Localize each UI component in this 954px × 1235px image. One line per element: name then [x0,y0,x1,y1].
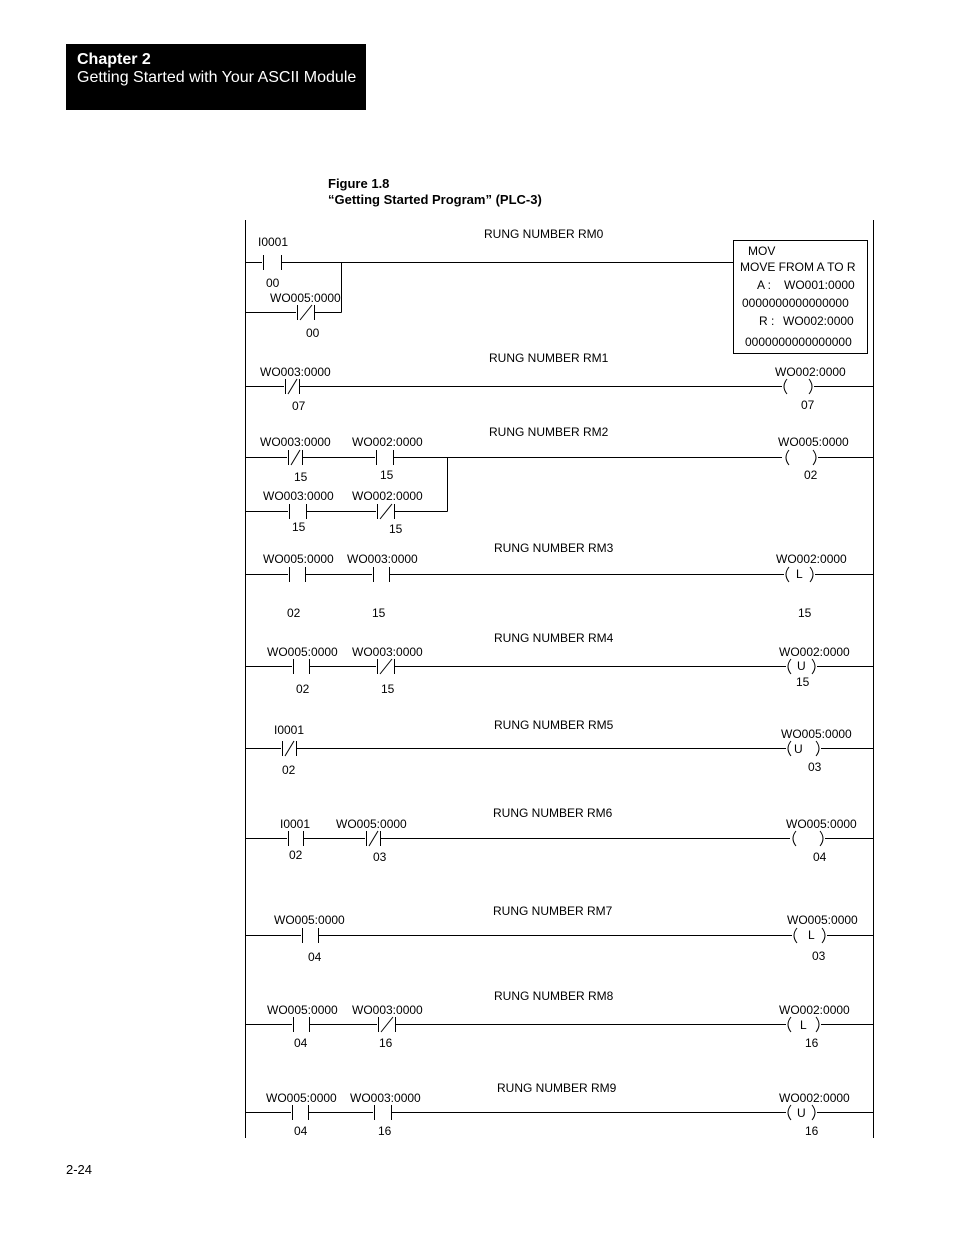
rung-rm9 [245,1081,873,1138]
coil-address: WO002:0000 [779,1091,850,1105]
coil-address: WO002:0000 [779,645,850,659]
no-contact [293,1105,309,1120]
rung-rm5 [245,718,873,777]
chapter-label: Chapter 2 [77,51,151,68]
rung-label: RUNG NUMBER RM4 [494,631,614,645]
nc-contact [378,504,395,519]
coil-bit: 16 [805,1036,819,1050]
no-contact [303,928,319,943]
contact-address: WO005:0000 [274,913,345,927]
no-contact [377,450,394,465]
coil-bit: 15 [796,675,810,689]
no-contact [375,1105,392,1120]
nc-contact [286,379,300,394]
no-contact [294,1017,310,1032]
contact-bit: 00 [266,276,280,290]
output-coil [784,379,812,394]
no-contact [374,567,390,582]
contact-address: WO002:0000 [352,435,423,449]
coil-bit: 03 [812,949,826,963]
contact-address: I0001 [280,817,311,831]
nc-contact [283,741,297,756]
output-coil [786,450,816,465]
figure-title: “Getting Started Program” (PLC-3) [328,192,542,207]
contact-address: WO005:0000 [336,817,407,831]
nc-contact [298,305,315,320]
coil-symbol: L [796,567,803,581]
rung-label: RUNG NUMBER RM2 [489,425,609,439]
contact-address: WO005:0000 [266,1091,337,1105]
contact-bit: 16 [378,1124,392,1138]
contact-address: I0001 [274,723,305,737]
coil-address: WO002:0000 [779,1003,850,1017]
rung-label: RUNG NUMBER RM0 [484,227,604,241]
nc-contact [379,1017,396,1032]
mov-r-value: 0000000000000000 [745,335,852,349]
contact-bit: 02 [289,848,303,862]
mov-r-address: WO002:0000 [783,314,854,328]
contact-address: WO003:0000 [350,1091,421,1105]
rung-label: RUNG NUMBER RM5 [494,718,614,732]
rung-rm0 [245,227,868,354]
rung-rm6 [245,806,873,864]
rung-rm3 [245,541,873,620]
contact-bit: 04 [294,1124,308,1138]
rung-rm7 [245,904,873,964]
rung-label: RUNG NUMBER RM8 [494,989,614,1003]
rung-rm2 [245,425,873,536]
output-coil [793,831,823,846]
contact-bit: 15 [381,682,395,696]
coil-address: WO005:0000 [781,727,852,741]
coil-symbol: L [808,928,815,942]
coil-address: WO002:0000 [776,552,847,566]
mov-a-value: 0000000000000000 [742,296,849,310]
contact-bit: 02 [296,682,310,696]
rung-rm8 [245,989,873,1050]
no-contact [289,831,304,846]
coil-symbol: U [797,659,806,673]
coil-bit: 15 [798,606,812,620]
rung-rm1 [245,351,873,413]
no-contact [290,504,307,519]
contact-bit: 07 [292,399,306,413]
contact-address: WO003:0000 [260,435,331,449]
rung-rm4 [245,631,873,696]
coil-symbol: U [797,1106,806,1120]
chapter-title: Getting Started with Your ASCII Module [77,69,357,86]
mov-description: MOVE FROM A TO R [740,260,856,274]
page-number: 2-24 [66,1162,93,1177]
contact-address: WO003:0000 [263,489,334,503]
rung-label: RUNG NUMBER RM7 [493,904,613,918]
nc-contact [367,831,381,846]
contact-bit: 15 [389,522,403,536]
coil-address: WO005:0000 [787,913,858,927]
rung-label: RUNG NUMBER RM9 [497,1081,617,1095]
contact-bit: 02 [287,606,301,620]
contact-bit: 15 [292,520,306,534]
contact-address: WO003:0000 [260,365,331,379]
no-contact [294,659,310,674]
contact-bit: 03 [373,850,387,864]
contact-address: I0001 [258,235,289,249]
unlatch-coil [788,741,819,756]
coil-bit: 07 [801,398,815,412]
mov-a-address: WO001:0000 [784,278,855,292]
nc-contact [289,450,303,465]
contact-bit: 04 [308,950,322,964]
rung-label: RUNG NUMBER RM1 [489,351,609,365]
coil-bit: 02 [804,468,818,482]
mov-r-label: R : [759,314,775,328]
contact-bit: 15 [294,470,308,484]
coil-bit: 04 [813,850,827,864]
rung-label: RUNG NUMBER RM6 [493,806,613,820]
contact-address: WO003:0000 [352,1003,423,1017]
coil-symbol: L [800,1018,807,1032]
no-contact [290,567,306,582]
contact-address: WO005:0000 [267,645,338,659]
contact-bit: 16 [379,1036,393,1050]
figure-number: Figure 1.8 [328,176,390,191]
contact-bit: 15 [380,468,394,482]
mov-a-label: A : [757,278,772,292]
rung-label: RUNG NUMBER RM3 [494,541,614,555]
contact-bit: 04 [294,1036,308,1050]
contact-address: WO005:0000 [270,291,341,305]
coil-bit: 03 [808,760,822,774]
coil-bit: 16 [805,1124,819,1138]
contact-address: WO005:0000 [267,1003,338,1017]
nc-contact [378,659,395,674]
contact-bit: 02 [282,763,296,777]
coil-address: WO005:0000 [778,435,849,449]
contact-address: WO003:0000 [352,645,423,659]
no-contact [264,255,282,270]
contact-bit: 15 [372,606,386,620]
coil-address: WO005:0000 [786,817,857,831]
coil-symbol: U [794,742,803,756]
contact-bit: 00 [306,326,320,340]
coil-address: WO002:0000 [775,365,846,379]
contact-address: WO005:0000 [263,552,334,566]
mov-title: MOV [748,244,776,258]
contact-address: WO002:0000 [352,489,423,503]
contact-address: WO003:0000 [347,552,418,566]
